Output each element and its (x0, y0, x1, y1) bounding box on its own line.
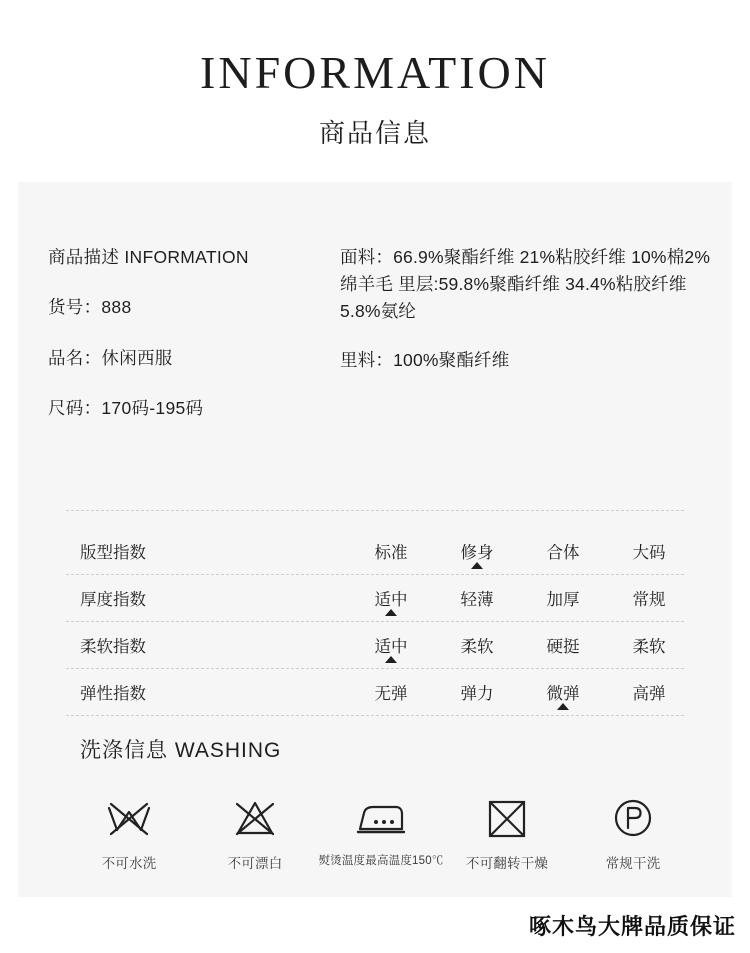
table-row (66, 575, 684, 622)
table-row (66, 528, 684, 575)
index-option: 大码 (632, 544, 666, 562)
product-fabric: 面料：66.9%聚酯纤维 21%粘胶纤维 10%棉2%绵羊毛 里层:59.8%聚酯纤维 34.4%粘胶纤维 5.8%氨纶 (340, 247, 711, 322)
index-option: 柔软 (632, 638, 666, 656)
list-item (570, 790, 696, 872)
no-tumble-dry-icon (444, 790, 570, 846)
index-label: 版型指数 (80, 544, 146, 562)
dry-clean-p-icon (570, 790, 696, 846)
no-bleach-icon (192, 790, 318, 846)
index-option: 加厚 (546, 591, 580, 609)
product-size: 尺码：170码-195码 (48, 397, 204, 418)
index-label: 厚度指数 (80, 591, 146, 609)
product-desc-heading: 商品描述 INFORMATION (48, 247, 249, 267)
washing-caption: 常规干洗 (605, 856, 661, 871)
index-label: 柔软指数 (80, 638, 146, 656)
index-option: 弹力 (460, 685, 494, 703)
page-title-en: INFORMATION (200, 47, 550, 98)
index-selected-marker (385, 609, 397, 616)
product-info-right (340, 244, 712, 397)
list-item (444, 790, 570, 872)
washing-caption: 熨烫温度最高温度150℃ (318, 855, 444, 867)
list-item (318, 790, 444, 872)
washing-icon-list (66, 790, 696, 872)
footer-brand: 啄木鸟大牌品质保证 (528, 914, 736, 939)
index-option: 硬挺 (546, 638, 580, 656)
iron-150-icon (318, 790, 444, 846)
information-card (18, 182, 732, 897)
washing-caption: 不可漂白 (227, 856, 283, 871)
index-option: 适中 (374, 638, 408, 656)
index-option: 高弹 (632, 685, 666, 703)
page-title-cn: 商品信息 (318, 117, 431, 148)
list-item (192, 790, 318, 872)
product-item-name: 品名：休闲西服 (48, 347, 173, 368)
list-item (66, 790, 192, 872)
index-option: 轻薄 (460, 591, 494, 609)
washing-caption: 不可翻转干燥 (465, 856, 549, 871)
index-option: 合体 (546, 544, 580, 562)
no-machine-wash-icon (66, 790, 192, 846)
index-option: 修身 (460, 544, 494, 562)
index-option: 标准 (374, 544, 408, 562)
index-selected-marker (471, 562, 483, 569)
index-table (66, 528, 684, 716)
product-info-left (48, 244, 338, 421)
index-option: 微弹 (546, 685, 580, 703)
index-label: 弹性指数 (80, 685, 146, 703)
index-option: 柔软 (460, 638, 494, 656)
table-row (66, 622, 684, 669)
washing-section-title: 洗涤信息 WASHING (80, 739, 282, 762)
product-info-section (18, 182, 732, 418)
washing-caption: 不可水洗 (101, 856, 157, 871)
index-option: 常规 (632, 591, 666, 609)
table-row (66, 669, 684, 716)
index-selected-marker (557, 703, 569, 710)
index-selected-marker (385, 656, 397, 663)
index-option: 适中 (374, 591, 408, 609)
page-header (0, 0, 750, 150)
section-divider (66, 510, 684, 511)
product-lining: 里料：100%聚酯纤维 (340, 350, 510, 371)
product-item-no: 货号：888 (48, 297, 132, 318)
index-option: 无弹 (374, 685, 408, 703)
